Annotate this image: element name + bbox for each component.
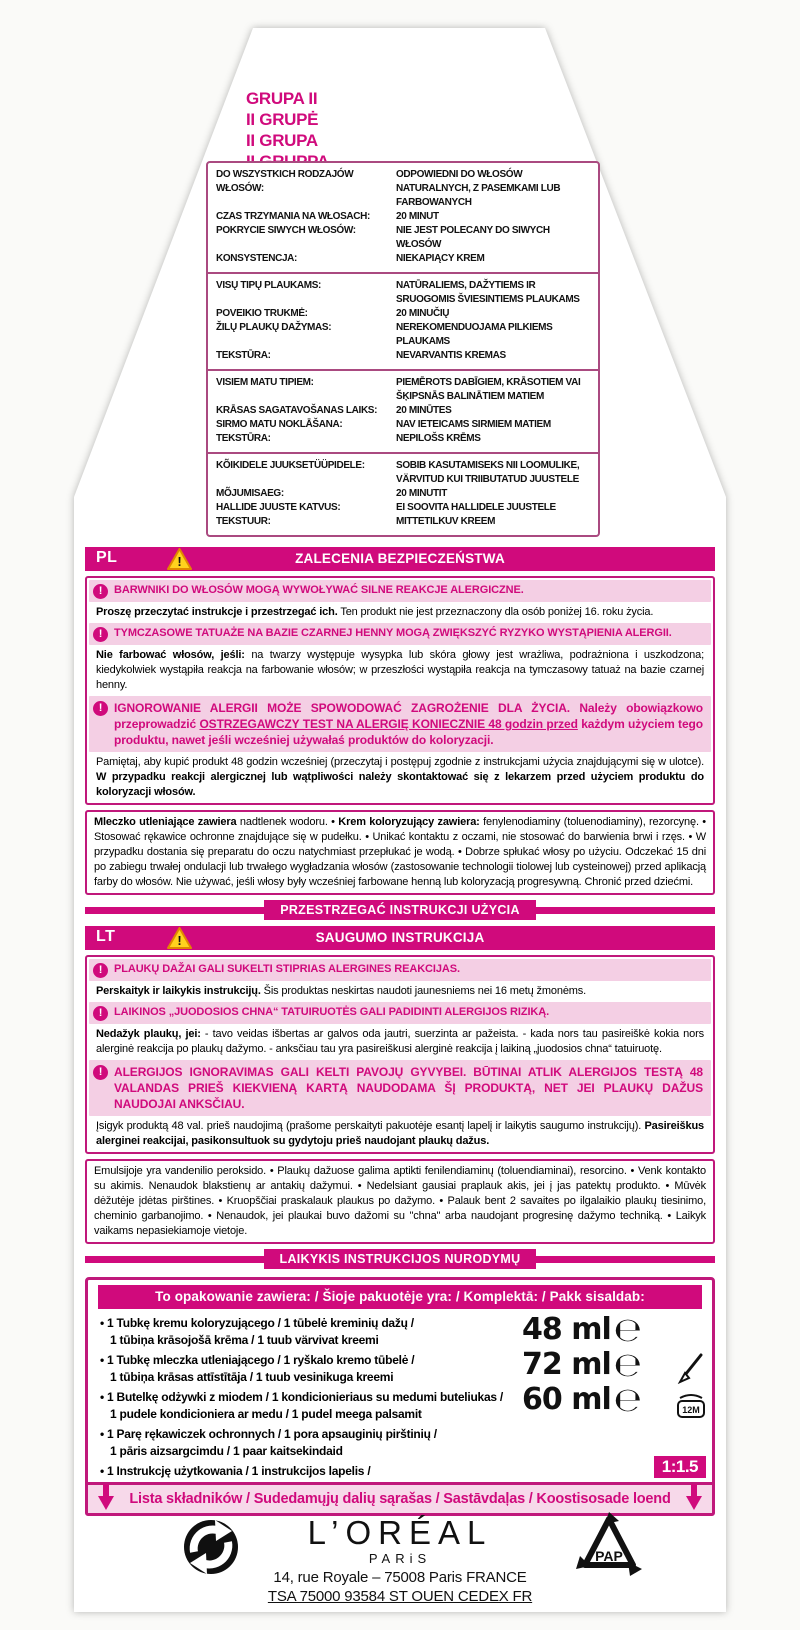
down-arrow-icon (686, 1484, 702, 1515)
spec-section-pl (208, 163, 598, 272)
alert-icon: ! (93, 1006, 108, 1021)
item-line: • 1 Tubkę mleczka utleniającego / 1 ryškalo kremo tūbelė / (100, 1352, 572, 1369)
alert-icon: ! (93, 1065, 108, 1080)
ribbon-line (85, 1256, 264, 1263)
warning-row (89, 959, 711, 981)
estimated-sign: ℮ (613, 1345, 641, 1384)
note-row: Proszę przeczytać instrukcje i przestrzegać ich. Ten produkt nie jest przeznaczony dla osób poniżej 16. roku życia. (89, 604, 711, 621)
manufacturer-block (230, 1515, 570, 1606)
alert-icon: ! (93, 627, 108, 642)
address-line-2: TSA 75000 93584 ST OUEN CEDEX FR (267, 1588, 533, 1605)
lt-instruction-ribbon (85, 1249, 715, 1269)
pl-ingredients-note: Mleczko utleniające zawiera nadtlenek wodoru. • Krem koloryzujący zawiera: fenylenodiaminy (toluenodiaminy), rezorcynę. • Stosować rękawice ochronne znajdujące się w pudełku. • Unikać kontaktu z oczami, nie stosować do barwienia brwi i rzęs. • W przypadku dostania się preparatu do oczu natychmiast przepłukać je wodą. • Dobrze spłukać włosy po użyciu. Odczekać 15 dni po zabiegu trwałej ondulacji lub trwałego wygładzania włosów (zastosowanie technologii tiolowej lub cysteinowej) przed aplikacją farby do włosów. Nie używać, jeśli włosy były wcześniej farbowane henną lub koloryzacją progresywną. Chronić przed dziećmi. (85, 810, 715, 895)
language-code-lt: LT (96, 928, 116, 945)
spec-label: VISIEM MATU TIPIEM: (216, 377, 314, 388)
spec-value: NEPILOŠS KRĒMS (396, 433, 481, 444)
address-line: 14, rue Royale – 75008 Paris FRANCE (273, 1569, 527, 1586)
note-row: Nedažyk plaukų, jei: - tavo veidas išbertas ar galvos oda jautri, suerzinta ar pažeista. - kada nors tau pasireiškė kokia nors alerginė reakcija po plaukų dažymo. - anksčiau tau yra pasireiškusi alerginė reakcija į laikiną „juodosios chna“ tatuiruotę. (89, 1026, 711, 1058)
spec-label: SIRMO MATU NOKLĀŠANA: (216, 419, 343, 430)
spec-value: NIE JEST POLECANY DO SIWYCH WŁOSÓW (396, 225, 550, 250)
lt-safety-section (85, 926, 715, 1269)
group-line-pl: GRUPA II (246, 89, 318, 108)
spec-label: TEKSTŪRA: (216, 433, 271, 444)
warning-text: TYMCZASOWE TATUAŻE NA BAZIE CZARNEJ HENNY MOGĄ ZWIĘKSZYĆ RYZYKO WYSTĄPIENIA ALERGII. (114, 627, 672, 639)
warning-row (89, 623, 711, 645)
mix-ratio-badge: 1:1.5 (654, 1456, 706, 1478)
table-row (216, 376, 590, 404)
list-item (100, 1389, 572, 1423)
spec-label: POKRYCIE SIWYCH WŁOSÓW: (216, 225, 356, 236)
spec-value: PIEMĒROTS DABĪGIEM, KRĀSOTIEM VAI ŠĶIPSNĀS BALINĀTIEM MATIEM (396, 377, 581, 402)
spec-value: NEREKOMENDUOJAMA PILKIEMS PLAUKAMS (396, 322, 553, 347)
svg-text:!: ! (177, 933, 182, 948)
pl-header-bar (85, 547, 715, 571)
spec-label: MÕJUMISAEG: (216, 488, 284, 499)
brand-logo: L’ORÉAL (307, 1514, 493, 1551)
ingredients-list-banner (85, 1482, 715, 1516)
item-line: 1 tūbiņa krāsojošā krēma / 1 tuub värvivat kreemi (110, 1333, 379, 1347)
note-row: Perskaityk ir laikykis instrukcijų. Šis produktas neskirtas naudoti jaunesniems nei 16 metų žmonėms. (89, 983, 711, 1000)
ribbon-line (85, 907, 264, 914)
spec-label: HALLIDE JUUSTE KATVUS: (216, 502, 341, 513)
group-line-lt: II GRUPĖ (246, 110, 319, 129)
lt-warning-box (85, 955, 715, 1154)
section-title: SAUGUMO INSTRUKCIJA (315, 930, 485, 945)
item-line: 1 pāris aizsargcimdu / 1 paar kaitsekindaid (110, 1444, 343, 1458)
warning-text: IGNOROWANIE ALERGII MOŻE SPOWODOWAĆ ZAGROŻENIE DLA ŻYCIA. Należy obowiązkowo przeprowadzić OSTRZEGAWCZY TEST NA ALERGIĘ KONIECZNIE 48 godzin przed każdym użyciem tego produktu, nawet jeśli wcześniej używałaś produktów do koloryzacji. (114, 701, 703, 747)
spec-label: TEKSTUUR: (216, 516, 271, 527)
lt-header-bar (85, 926, 715, 950)
item-line: • 1 Tubkę kremu koloryzującego / 1 tūbelė kreminių dažų / (100, 1315, 572, 1332)
table-row (216, 487, 590, 501)
spec-value: 20 MINUTIT (396, 488, 447, 499)
spec-value: NATŪRALIEMS, DAŽYTIEMS IR SRUOGOMIS ŠVIESINTIEMS PLAUKAMS (396, 280, 580, 305)
language-code-pl: PL (96, 549, 118, 566)
list-item (100, 1426, 572, 1460)
pl-warning-box (85, 576, 715, 805)
spec-value: MITTETILKUV KREEM (396, 516, 496, 527)
ribbon-text: PRZESTRZEGAĆ INSTRUKCJI UŻYCIA (264, 900, 536, 920)
table-row (216, 515, 590, 529)
spec-value: NAV IETEICAMS SIRMIEM MATIEM (396, 419, 551, 430)
pap-recycling-icon (572, 1512, 646, 1581)
estimated-sign: ℮ (613, 1380, 641, 1419)
spec-value: SOBIB KASUTAMISEKS NII LOOMULIKE, VÄRVITUD KUI TRIIBUTATUD JUUSTELE (396, 460, 580, 485)
svg-text:!: ! (177, 554, 182, 569)
spec-section-lt (208, 272, 598, 369)
spec-section-lv (208, 369, 598, 452)
item-line: • 1 Instrukcję użytkowania / 1 instrukcijos lapelis / (100, 1463, 572, 1480)
ribbon-line (536, 1256, 715, 1263)
table-row (216, 307, 590, 321)
table-row (216, 321, 590, 349)
warning-text: ALERGIJOS IGNORAVIMAS GALI KELTI PAVOJŲ GYVYBEI. BŪTINAI ATLIK ALERGIJOS TESTĄ 48 VALANDAS PRIEŠ KIEKVIENĄ KARTĄ NAUDODAMA ŠĮ PRODUKTĄ, NET JEI PLAUKŲ DAŽUS NAUDOJAI ANKSČIAU. (114, 1065, 703, 1111)
warning-text: LAIKINOS „JUODOSIOS CHNA“ TATUIRUOTĖS GALI PADIDINTI ALERGIJOS RIZIKĄ. (114, 1006, 550, 1018)
spec-table (206, 161, 600, 537)
spec-value: NEVARVANTIS KREMAS (396, 350, 506, 361)
note-row: Įsigyk produktą 48 val. prieš naudojimą (prašome perskaityti pakuotėje esantį lapelį ir laikytis saugumo instrukcijų). Pasireiškus alerginei reakcijai, pasikonsultuok su gydytoju prieš naudojant plaukų dažus. (89, 1118, 711, 1150)
alert-icon: ! (93, 584, 108, 599)
ribbon-text: LAIKYKIS INSTRUKCIJOS NURODYMŲ (264, 1249, 537, 1269)
group-line-lv: II GRUPA (246, 131, 318, 150)
contents-header: To opakowanie zawiera: / Šioje pakuotėje yra: / Komplektā: / Pakk sisaldab: (98, 1285, 702, 1309)
spec-label: POVEIKIO TRUKMĖ: (216, 308, 308, 319)
volume-row (522, 1312, 700, 1347)
table-row (216, 210, 590, 224)
spec-value: 20 MINUT (396, 211, 439, 222)
package-contents-box (85, 1277, 715, 1489)
warning-text: BARWNIKI DO WŁOSÓW MOGĄ WYWOŁYWAĆ SILNE REAKCJE ALERGICZNE. (114, 584, 524, 596)
spec-label: KRĀSAS SAGATAVOŠANAS LAIKS: (216, 405, 378, 416)
section-title: ZALECENIA BEZPIECZEŃSTWA (295, 551, 505, 566)
volume-info (522, 1312, 700, 1417)
pao-jar-icon (674, 1392, 708, 1425)
spec-label: ŽILŲ PLAUKŲ DAŽYMAS: (216, 322, 332, 333)
spec-label: TEKSTŪRA: (216, 350, 271, 361)
table-row (216, 459, 590, 487)
warning-row (89, 1002, 711, 1024)
allergy-warning-row (89, 1060, 711, 1116)
spec-value: NIEKAPIĄCY KREM (396, 253, 485, 264)
svg-text:12M: 12M (682, 1405, 700, 1415)
volume-value: 72 ml (522, 1347, 611, 1382)
table-row (216, 224, 590, 252)
alert-icon: ! (93, 963, 108, 978)
item-line: • 1 Butelkę odżywki z miodem / 1 kondicionieriaus su medumi buteliukas / (100, 1389, 572, 1406)
brush-icon (674, 1352, 704, 1389)
svg-text:PAP: PAP (595, 1548, 623, 1564)
list-item (100, 1352, 572, 1386)
warning-text: PLAUKŲ DAŽAI GALI SUKELTI STIPRIAS ALERGINES REAKCIJAS. (114, 963, 460, 975)
alert-icon: ! (93, 701, 108, 716)
spec-label: DO WSZYSTKICH RODZAJÓW WŁOSÓW: (216, 169, 354, 194)
spec-value: ODPOWIEDNI DO WŁOSÓW NATURALNYCH, Z PASEMKAMI LUB FARBOWANYCH (396, 169, 561, 208)
spec-value: 20 MINŪTES (396, 405, 452, 416)
item-line: • 1 Parę rękawiczek ochronnych / 1 pora apsauginių pirštinių / (100, 1426, 572, 1443)
table-row (216, 168, 590, 210)
note-row: Pamiętaj, aby kupić produkt 48 godzin wcześniej (przeczytaj i postępuj zgodnie z instrukcjami użycia znajdującymi się w ulotce). W przypadku reakcji alergicznej lub wątpliwości należy skontaktować się z lekarzem przed użyciem produktu do koloryzacji włosów. (89, 754, 711, 801)
spec-section-ee (208, 452, 598, 535)
spec-label: KÕIKIDELE JUUKSETÜÜPIDELE: (216, 460, 365, 471)
lt-ingredients-note: Emulsijoje yra vandenilio peroksido. • Plaukų dažuose galima aptikti fenilendiaminų (toluendiaminai), resorcino. • Venk kontakto su akimis. Nenaudok blakstienų ar antakių dažymui. • Nedelsiant gausiai praplauk akis, jei į jas patektų produkto. • Mūvėk dėžutėje įdėtas pirštines. • Kruopščiai praskalauk plaukus po dažymo. • Palauk bent 2 savaites po ilgalaikio plaukų tiesinimo, cheminio garbanojimo. • Nenaudok, jei plaukai buvo dažomi su "chna" arba naudojant progresinę dažymo techniką. • Laikyk vaikams nepasiekiamoje vietoje. (85, 1159, 715, 1244)
table-row (216, 501, 590, 515)
pl-safety-section (85, 547, 715, 920)
group-codes (246, 88, 329, 172)
spec-value: 20 MINUČIŲ (396, 308, 450, 319)
pl-instruction-ribbon (85, 900, 715, 920)
safety-main-column (85, 547, 715, 1489)
table-row (216, 279, 590, 307)
volume-value: 60 ml (522, 1382, 611, 1417)
spec-label: VISŲ TIPŲ PLAUKAMS: (216, 280, 322, 291)
volume-value: 48 ml (522, 1312, 611, 1347)
spec-value: EI SOOVITA HALLIDELE JUUSTELE (396, 502, 556, 513)
spec-label: KONSYSTENCJA: (216, 253, 298, 264)
ribbon-line (536, 907, 715, 914)
spec-label: CZAS TRZYMANIA NA WŁOSACH: (216, 211, 371, 222)
allergy-warning-row (89, 696, 711, 752)
estimated-sign: ℮ (613, 1310, 641, 1349)
note-row: Nie farbować włosów, jeśli: na twarzy występuje wysypka lub skóra głowy jest wrażliwa, podrażniona i uszkodzona; kiedykolwiek wystąpiła reakcja na farbowanie włosów; w przeszłości wystąpiła reakcja na tymczasowy tatuaż na bazie czarnej henny. (89, 647, 711, 694)
item-line: 1 tūbiņa krāsas attīstītāja / 1 tuub vesinikuga kreemi (110, 1370, 394, 1384)
table-row (216, 418, 590, 432)
list-item (100, 1315, 572, 1349)
table-row (216, 404, 590, 418)
item-line: 1 pudele kondicioniera ar medu / 1 pudel meega palsamit (110, 1407, 422, 1421)
ingredients-banner-text: Lista składników / Sudedamųjų dalių sąrašas / Sastāvdaļas / Koostisosade loend (129, 1491, 671, 1507)
table-row (216, 252, 590, 266)
brand-city: PARiS (368, 1551, 432, 1566)
warning-row (89, 580, 711, 602)
down-arrow-icon (98, 1484, 114, 1515)
table-row (216, 349, 590, 363)
table-row (216, 432, 590, 446)
